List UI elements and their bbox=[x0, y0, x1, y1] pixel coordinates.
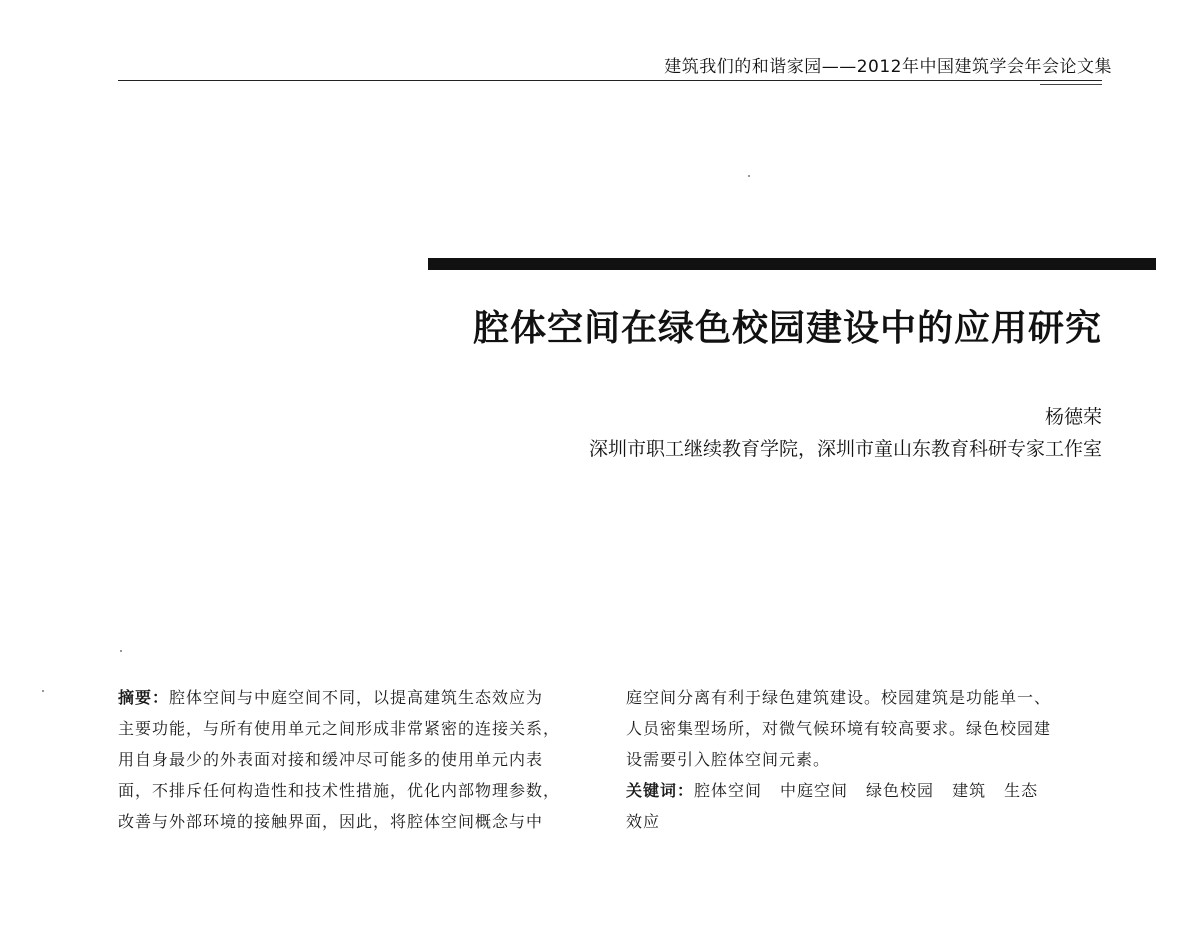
abstract-line: 设需要引入腔体空间元素。 bbox=[626, 750, 831, 769]
title-bar bbox=[428, 258, 1156, 270]
keyword: 建筑 bbox=[952, 781, 987, 800]
keyword: 中庭空间 bbox=[780, 781, 849, 800]
keywords-line bbox=[626, 775, 1106, 806]
abstract-line: 改善与外部环境的接触界面，因此，将腔体空间概念与中 bbox=[118, 812, 544, 831]
abstract-line: 人员密集型场所，对微气候环境有较高要求。绿色校园建 bbox=[626, 719, 1052, 738]
keyword: 绿色校园 bbox=[866, 781, 935, 800]
keywords-wrap: 效应 bbox=[626, 812, 661, 831]
header-rule-tail bbox=[1040, 84, 1102, 85]
abstract-line: 面，不排斥任何构造性和技术性措施，优化内部物理参数， bbox=[118, 781, 561, 800]
scan-speck bbox=[120, 650, 122, 652]
abstract-line: 摘要：腔体空间与中庭空间不同，以提高建筑生态效应为 bbox=[118, 688, 544, 707]
author-affiliation: 深圳市职工继续教育学院，深圳市童山东教育科研专家工作室 bbox=[588, 438, 1102, 460]
abstract-label: 摘要： bbox=[118, 688, 170, 707]
abstract-right-column bbox=[626, 682, 1106, 837]
keywords-label: 关键词： bbox=[626, 781, 695, 800]
running-header: 建筑我们的和谐家园——2012年中国建筑学会年会论文集 bbox=[664, 57, 1112, 77]
keyword: 生态 bbox=[1004, 781, 1039, 800]
abstract-left-column bbox=[118, 682, 596, 837]
header-rule bbox=[118, 80, 1102, 81]
abstract-line: 主要功能，与所有使用单元之间形成非常紧密的连接关系， bbox=[118, 719, 561, 738]
keyword: 腔体空间 bbox=[694, 781, 763, 800]
abstract-line: 庭空间分离有利于绿色建筑建设。校园建筑是功能单一、 bbox=[626, 688, 1052, 707]
scan-speck bbox=[748, 175, 750, 177]
author-name: 杨德荣 bbox=[1044, 406, 1102, 428]
paper-title: 腔体空间在绿色校园建设中的应用研究 bbox=[472, 308, 1102, 349]
scan-speck bbox=[42, 690, 44, 692]
abstract-line: 用自身最少的外表面对接和缓冲尽可能多的使用单元内表 bbox=[118, 750, 544, 769]
